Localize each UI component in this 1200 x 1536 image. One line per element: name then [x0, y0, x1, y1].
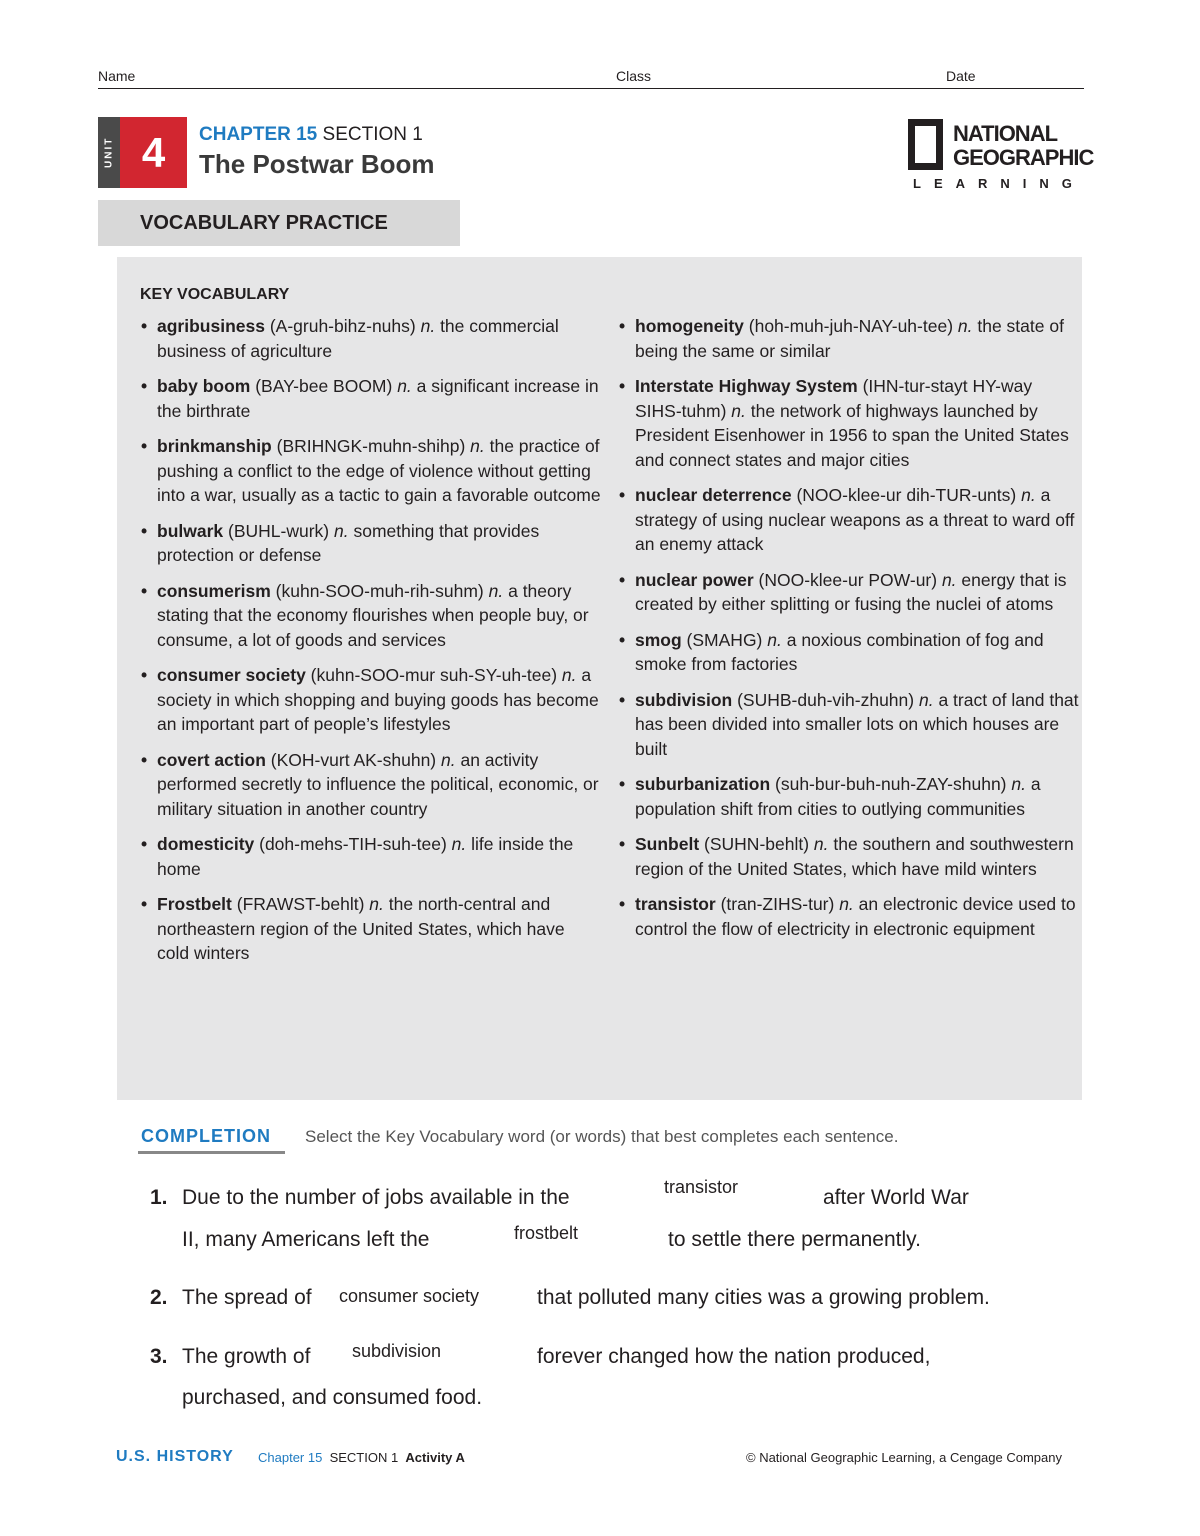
vocab-pronunciation: (doh-mehs-TIH-suh-tee)	[254, 834, 452, 854]
vocab-definition: the commercial business of agriculture	[157, 316, 559, 361]
vocab-part-of-speech: n.	[918, 689, 934, 710]
vocab-definition: an activity performed secretly to influence the political, economic, or military situation in another country	[157, 749, 599, 819]
vocab-entry	[619, 314, 1079, 363]
vocab-part-of-speech: n.	[839, 894, 854, 914]
vocab-term: brinkmanship	[157, 436, 272, 456]
vocab-entry	[619, 568, 1079, 617]
completion-label: COMPLETION	[141, 1126, 271, 1146]
vocab-part-of-speech: n.	[420, 316, 436, 336]
vocab-definition: the southern and southwestern region of the United States, which have mild winters	[635, 834, 1074, 879]
footer-activity-text: Activity A	[405, 1450, 465, 1465]
vocab-pronunciation: (NOO-klee-ur POW-ur)	[753, 569, 942, 590]
vocab-part-of-speech: n.	[369, 894, 384, 914]
question-1-text-d: to settle there permanently.	[668, 1228, 921, 1251]
vocab-term: transistor	[635, 894, 716, 914]
answer-1a-field[interactable]: transistor	[664, 1177, 739, 1197]
vocab-pronunciation: (SUHB-duh-vih-zhuhn)	[732, 689, 919, 710]
vocab-term: Sunbelt	[635, 834, 700, 854]
vocab-pronunciation: (BAY-bee BOOM)	[250, 376, 398, 396]
vocab-definition: a significant increase in the birthrate	[157, 376, 599, 421]
vocab-pronunciation: (tran-ZIHS-tur)	[715, 894, 840, 914]
question-3-text-c: purchased, and consumed food.	[182, 1386, 483, 1409]
ng-logo-learning: LEARNING	[913, 176, 1085, 191]
vocab-entry	[619, 688, 1079, 762]
vocab-definition: an electronic device used to control the flow of electricity in electronic equipment	[635, 894, 1076, 939]
question-3-number: 3.	[150, 1345, 168, 1368]
chapter-text: CHAPTER 15	[199, 124, 318, 145]
vocab-entry	[141, 314, 601, 363]
vocab-definition: the north-central and northeastern region of the United States, which have cold winters	[157, 894, 565, 963]
vocab-term: Frostbelt	[157, 894, 232, 914]
unit-label: UNIT	[103, 136, 115, 169]
vocab-pronunciation: (A-gruh-bihz-nuhs)	[264, 316, 421, 336]
vocab-entry	[619, 892, 1079, 941]
vocab-definition: a tract of land that has been divided into smaller lots on which houses are built	[635, 689, 1079, 759]
vocab-definition: the network of highways launched by President Eisenhower in 1956 to span the United States and connect states and major cities	[635, 400, 1069, 470]
vocab-part-of-speech: n.	[957, 316, 973, 336]
vocab-pronunciation: (kuhn-SOO-muh-rih-suhm)	[270, 580, 489, 601]
ng-logo-text	[953, 122, 1093, 170]
vocab-definition: a strategy of using nuclear weapons as a threat to ward off an enemy attack	[635, 485, 1075, 554]
vocab-term: subdivision	[635, 689, 733, 710]
ng-logo-line1: NATIONAL	[953, 121, 1058, 146]
vocab-term: Interstate Highway System	[635, 376, 858, 396]
vocab-entry	[619, 772, 1079, 821]
vocab-part-of-speech: n.	[1021, 485, 1036, 505]
question-1-number: 1.	[150, 1186, 168, 1209]
question-1-text-b: after World War	[823, 1186, 969, 1209]
vocab-term: consumerism	[157, 580, 271, 601]
vocab-term: suburbanization	[635, 774, 771, 794]
vocab-pronunciation: (kuhn-SOO-mur suh-SY-uh-tee)	[305, 665, 562, 685]
vocab-part-of-speech: n.	[441, 749, 456, 770]
vocab-column-left	[141, 314, 601, 977]
class-label: Class	[616, 68, 652, 84]
vocab-term: baby boom	[157, 376, 251, 396]
vocab-part-of-speech: n.	[941, 569, 957, 590]
header-rule	[98, 88, 1084, 89]
question-2-text-a: The spread of	[182, 1286, 312, 1309]
question-2-number: 2.	[150, 1286, 168, 1309]
vocab-entry	[141, 579, 601, 653]
vocab-part-of-speech: n.	[333, 520, 349, 541]
vocab-entry	[141, 663, 601, 737]
vocab-entry	[619, 483, 1079, 557]
completion-underline	[138, 1151, 285, 1154]
unit-strip	[98, 117, 120, 188]
vocab-entry	[619, 832, 1079, 881]
vocab-entry	[619, 628, 1079, 677]
section-banner: VOCABULARY PRACTICE	[98, 200, 460, 246]
vocab-pronunciation: (BRIHNGK-muhn-shihp)	[271, 436, 471, 456]
name-label: Name	[98, 68, 136, 84]
ng-logo-line2: GEOGRAPHIC	[953, 145, 1094, 170]
question-1-text-c: II, many Americans left the	[182, 1228, 430, 1251]
answer-2-field[interactable]: consumer society	[339, 1286, 480, 1306]
vocab-part-of-speech: n.	[1011, 774, 1026, 794]
question-2-text-b: that polluted many cities was a growing problem.	[537, 1286, 990, 1309]
vocab-pronunciation: (IHN-tur-stayt HY-way SIHS-tuhm)	[635, 376, 1033, 421]
vocab-pronunciation: (hoh-muh-juh-NAY-uh-tee)	[743, 316, 958, 336]
vocab-part-of-speech: n.	[561, 665, 577, 685]
question-3-text-a: The growth of	[182, 1345, 311, 1368]
section-text: SECTION 1	[322, 124, 423, 145]
footer-section-text: SECTION 1	[329, 1450, 399, 1465]
vocab-entry	[141, 434, 601, 508]
vocab-pronunciation: (FRAWST-behlt)	[231, 894, 370, 914]
vocab-entry	[141, 832, 601, 881]
vocab-part-of-speech: n.	[488, 580, 504, 601]
vocab-pronunciation: (SUHN-behlt)	[699, 834, 814, 854]
question-3-text-b: forever changed how the nation produced,	[537, 1345, 931, 1368]
vocab-definition: life inside the home	[157, 834, 574, 879]
vocab-part-of-speech: n.	[451, 834, 467, 854]
vocab-entry	[141, 892, 601, 966]
vocab-definition: a theory stating that the economy flourishes when people buy, or consume, a lot of goods and services	[157, 580, 589, 650]
vocab-definition: the practice of pushing a conflict to the edge of violence without getting into a war, usually as a tactic to gain a favorable outcome	[157, 436, 601, 505]
vocab-part-of-speech: n.	[813, 834, 829, 854]
vocab-column-right	[619, 314, 1079, 952]
vocab-part-of-speech: n.	[731, 400, 746, 421]
vocab-term: domesticity	[157, 834, 255, 854]
answer-3-field[interactable]: subdivision	[352, 1341, 442, 1361]
vocab-pronunciation: (SMAHG)	[681, 629, 768, 650]
footer-us-history: U.S. HISTORY	[116, 1448, 234, 1465]
vocab-pronunciation: (NOO-klee-ur dih-TUR-unts)	[791, 485, 1022, 505]
page-title: The Postwar Boom	[199, 149, 435, 179]
vocab-definition: the state of being the same or similar	[635, 316, 1064, 361]
vocab-entry	[141, 748, 601, 822]
vocab-part-of-speech: n.	[767, 629, 782, 650]
vocab-term: consumer society	[157, 665, 306, 685]
answer-1b-field[interactable]: frostbelt	[514, 1223, 579, 1243]
vocab-definition: energy that is created by either splitting or fusing the nuclei of atoms	[635, 569, 1067, 614]
vocab-part-of-speech: n.	[470, 436, 485, 456]
vocab-term: nuclear deterrence	[635, 485, 792, 505]
vocab-pronunciation: (suh-bur-buh-nuh-ZAY-shuhn)	[770, 774, 1012, 794]
vocab-entry	[619, 374, 1079, 472]
ng-logo-frame-base	[908, 163, 943, 170]
completion-instructions: Select the Key Vocabulary word (or words) that best completes each sentence.	[305, 1127, 899, 1146]
vocab-definition: something that provides protection or defense	[157, 520, 540, 565]
vocab-term: homogeneity	[635, 316, 744, 336]
date-label: Date	[946, 68, 976, 84]
vocab-term: nuclear power	[635, 569, 754, 590]
question-1-text-a: Due to the number of jobs available in the	[182, 1186, 570, 1209]
vocab-pronunciation: (KOH-vurt AK-shuhn)	[265, 749, 441, 770]
vocab-term: bulwark	[157, 520, 224, 541]
vocab-definition: a noxious combination of fog and smoke from factories	[635, 629, 1044, 674]
vocab-entry	[141, 519, 601, 568]
vocab-term: covert action	[157, 749, 266, 770]
vocab-term: smog	[635, 629, 682, 650]
vocab-definition: a society in which shopping and buying goods has become an important part of people’s lifestyles	[157, 665, 599, 734]
vocab-pronunciation: (BUHL-wurk)	[223, 520, 334, 541]
footer-copyright: © National Geographic Learning, a Cengage Company	[746, 1450, 1062, 1465]
vocab-term: agribusiness	[157, 316, 265, 336]
vocab-part-of-speech: n.	[397, 376, 412, 396]
vocab-entry	[141, 374, 601, 423]
footer-chapter-text: Chapter 15	[258, 1450, 323, 1465]
footer-chapter	[258, 1450, 465, 1465]
vocab-definition: a population shift from cities to outlying communities	[635, 774, 1041, 819]
chapter-line	[199, 124, 423, 146]
key-vocab-title: KEY VOCABULARY	[140, 286, 290, 303]
ng-logo-frame-icon	[908, 119, 943, 168]
unit-number: 4	[120, 117, 187, 188]
